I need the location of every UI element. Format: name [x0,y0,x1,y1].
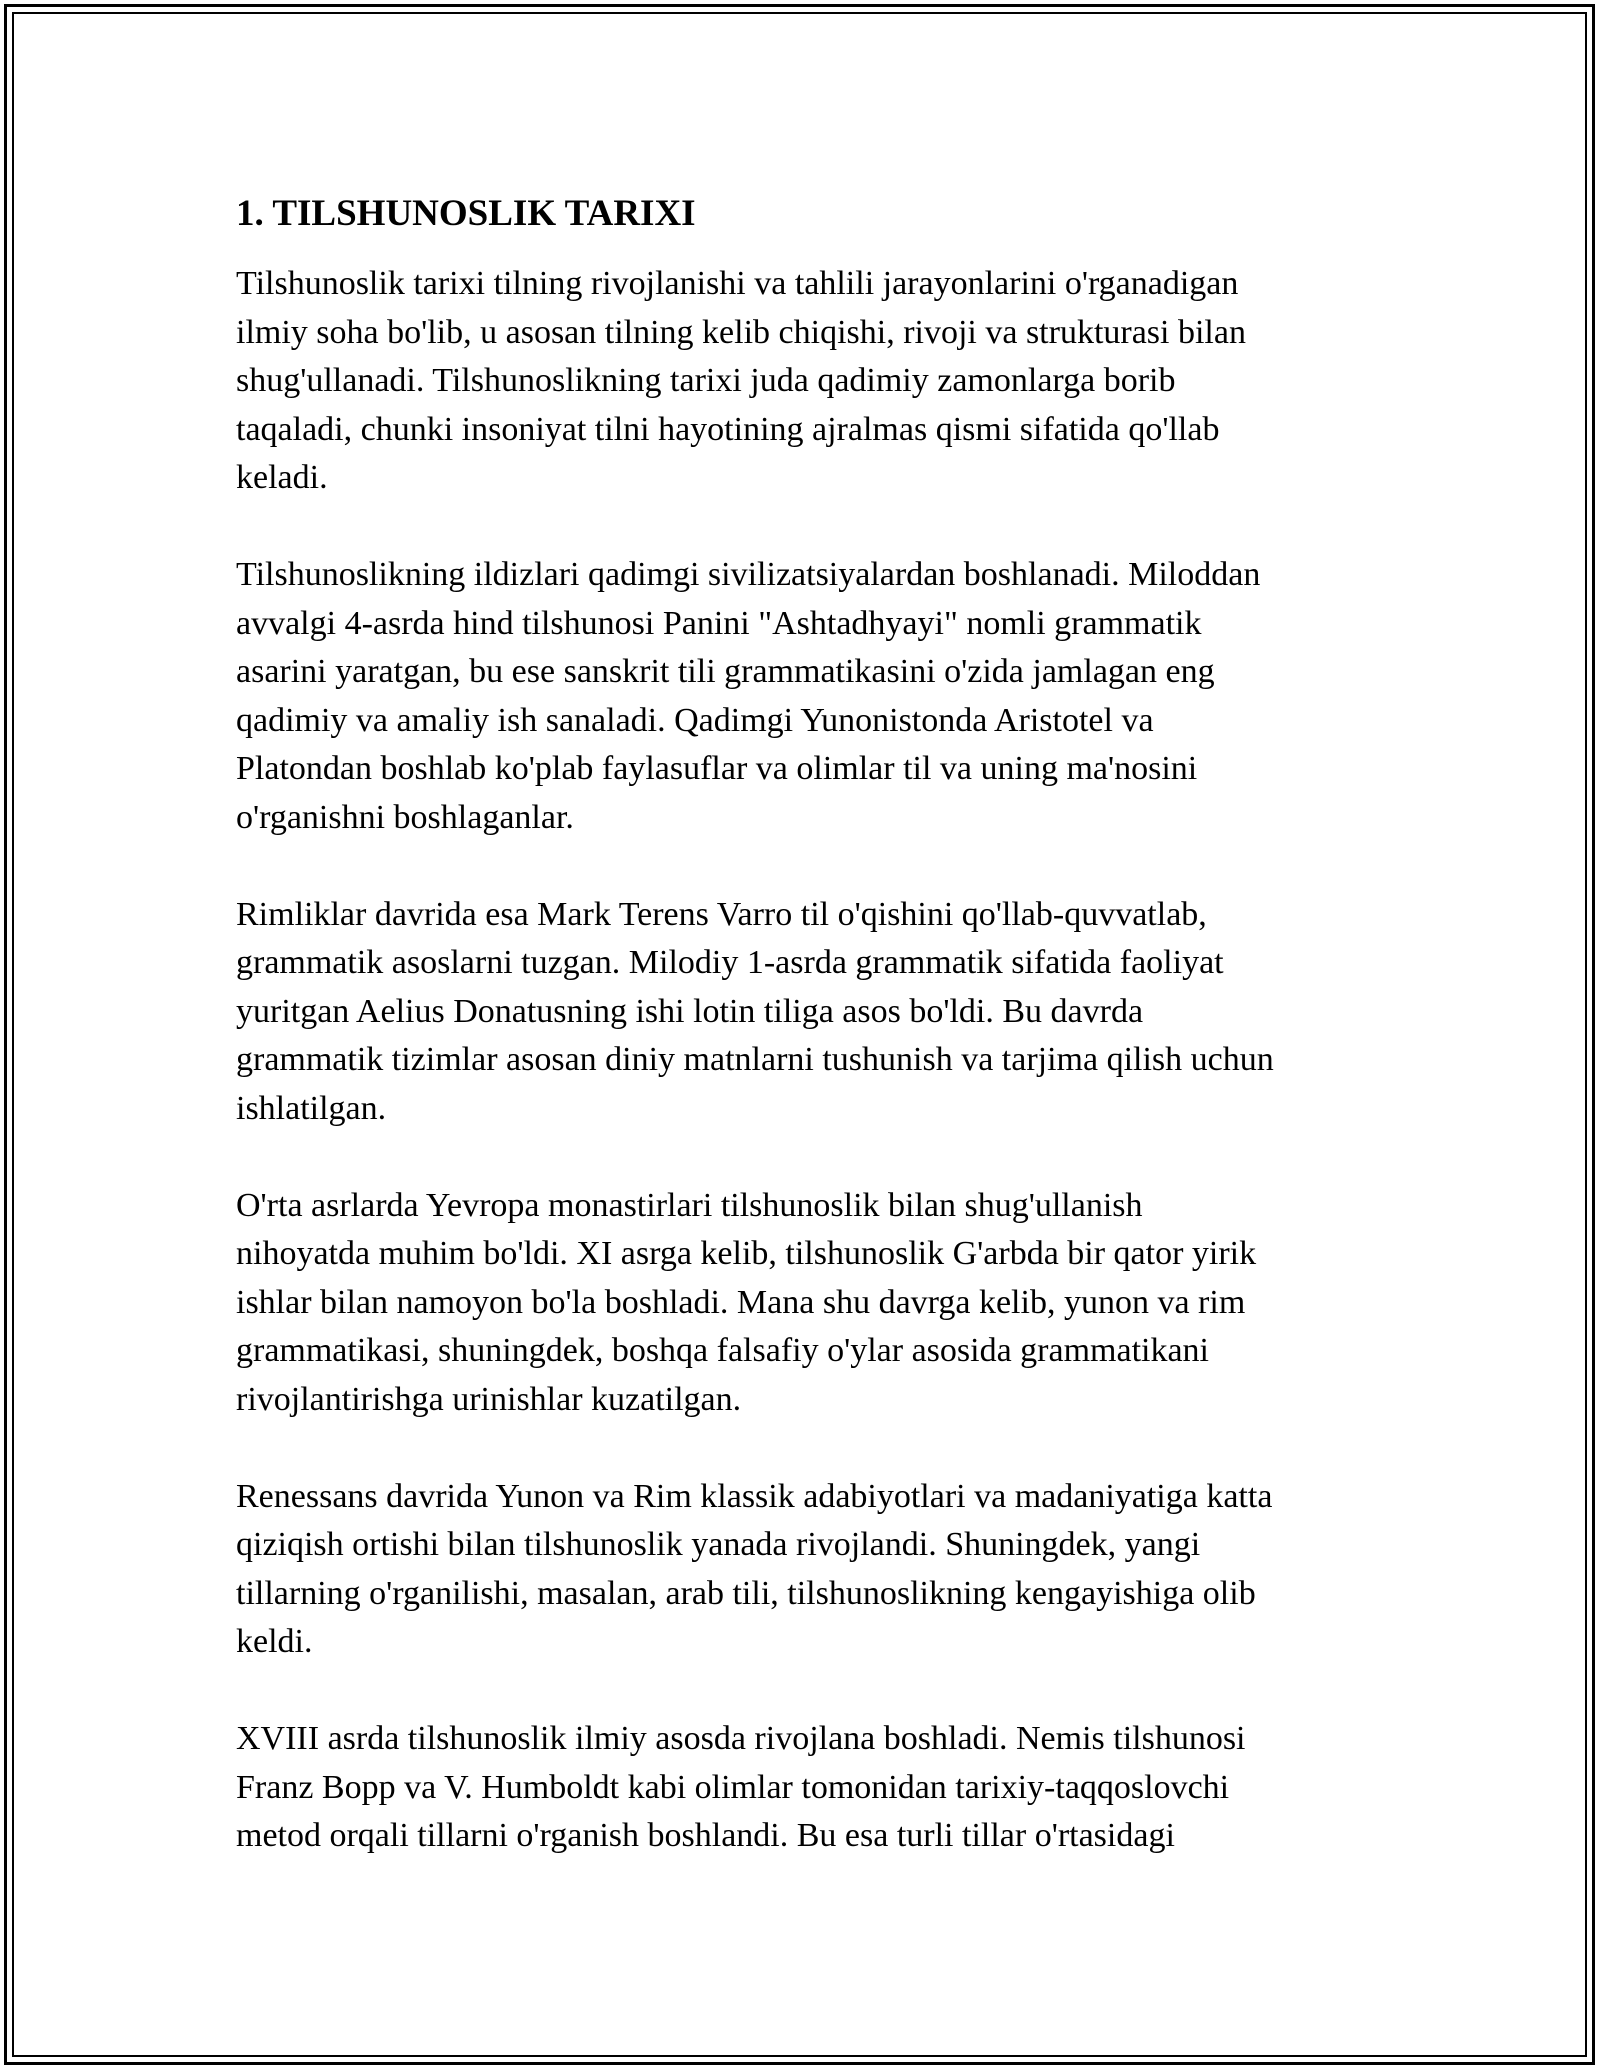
text-line: ishlatilgan. [236,1089,387,1127]
text-line: qadimiy va amaliy ish sanaladi. Qadimgi Yunonistonda Aristotel va [236,701,1154,739]
text-line: Franz Bopp va V. Humboldt kabi olimlar tomonidan tarixiy-taqqoslovchi [236,1768,1230,1806]
text-line: Renessans davrida Yunon va Rim klassik adabiyotlari va madaniyatiga katta [236,1477,1273,1515]
text-line: avvalgi 4-asrda hind tilshunosi Panini "Ashtadhyayi" nomli grammatik [236,604,1202,642]
text-line: keldi. [236,1623,313,1660]
text-line: asarini yaratgan, bu ese sanskrit tili grammatikasini o'zida jamlagan eng [236,653,1215,690]
paragraph-3 [236,891,1386,1134]
text-line: shug'ullanadi. Tilshunoslikning tarixi juda qadimiy zamonlarga borib [236,362,1176,399]
text-line: grammatik tizimlar asosan diniy matnlarni tushunish va tarjima qilish uchun [236,1041,1274,1078]
text-line: qiziqish ortishi bilan tilshunoslik yanada rivojlandi. Shuningdek, yangi [236,1526,1201,1563]
text-line: Tilshunoslik tarixi tilning rivojlanishi va tahlili jarayonlarini o'rganadigan [236,265,1239,302]
text-line: o'rganishni boshlaganlar. [236,798,574,836]
paragraph-4 [236,1182,1386,1425]
text-line: keladi. [236,459,328,496]
paragraph-2 [236,551,1386,842]
text-line: taqaladi, chunki insoniyat tilni hayotining ajralmas qismi sifatida qo'llab [236,410,1220,448]
text-line: ishlar bilan namoyon bo'la boshladi. Mana shu davrga kelib, yunon va rim [236,1283,1246,1321]
text-line: Rimliklar davrida esa Mark Terens Varro til o'qishini qo'llab-quvvatlab, [236,895,1207,933]
text-line: grammatik asoslarni tuzgan. Milodiy 1-asrda grammatik sifatida faoliyat [236,944,1224,981]
section-heading: 1. TILSHUNOSLIK TARIXI [236,193,696,234]
paragraph-5 [236,1473,1386,1667]
document-body [236,188,1386,1909]
text-line: XVIII asrda tilshunoslik ilmiy asosda rivojlana boshladi. Nemis tilshunosi [236,1720,1246,1757]
text-line: yuritgan Aelius Donatusning ishi lotin tiliga asos bo'ldi. Bu davrda [236,992,1144,1030]
paragraph-1 [236,260,1386,503]
text-line: Tilshunoslikning ildizlari qadimgi sivilizatsiyalardan boshlanadi. Miloddan [236,556,1261,593]
paragraph-6 [236,1715,1386,1861]
text-line: ilmiy soha bo'lib, u asosan tilning kelib chiqishi, rivoji va strukturasi bilan [236,313,1246,351]
text-line: rivojlantirishga urinishlar kuzatilgan. [236,1380,742,1418]
text-line: grammatikasi, shuningdek, boshqa falsafiy o'ylar asosida grammatikani [236,1332,1210,1369]
text-line: Platondan boshlab ko'plab faylasuflar va olimlar til va uning ma'nosini [236,750,1198,787]
text-line: O'rta asrlarda Yevropa monastirlari tilshunoslik bilan shug'ullanish [236,1186,1143,1224]
text-line: metod orqali tillarni o'rganish boshlandi. Bu esa turli tillar o'rtasidagi [236,1817,1175,1854]
text-line: nihoyatda muhim bo'ldi. XI asrga kelib, tilshunoslik G'arbda bir qator yirik [236,1235,1257,1272]
text-line: tillarning o'rganilishi, masalan, arab tili, tilshunoslikning kengayishiga olib [236,1574,1256,1612]
